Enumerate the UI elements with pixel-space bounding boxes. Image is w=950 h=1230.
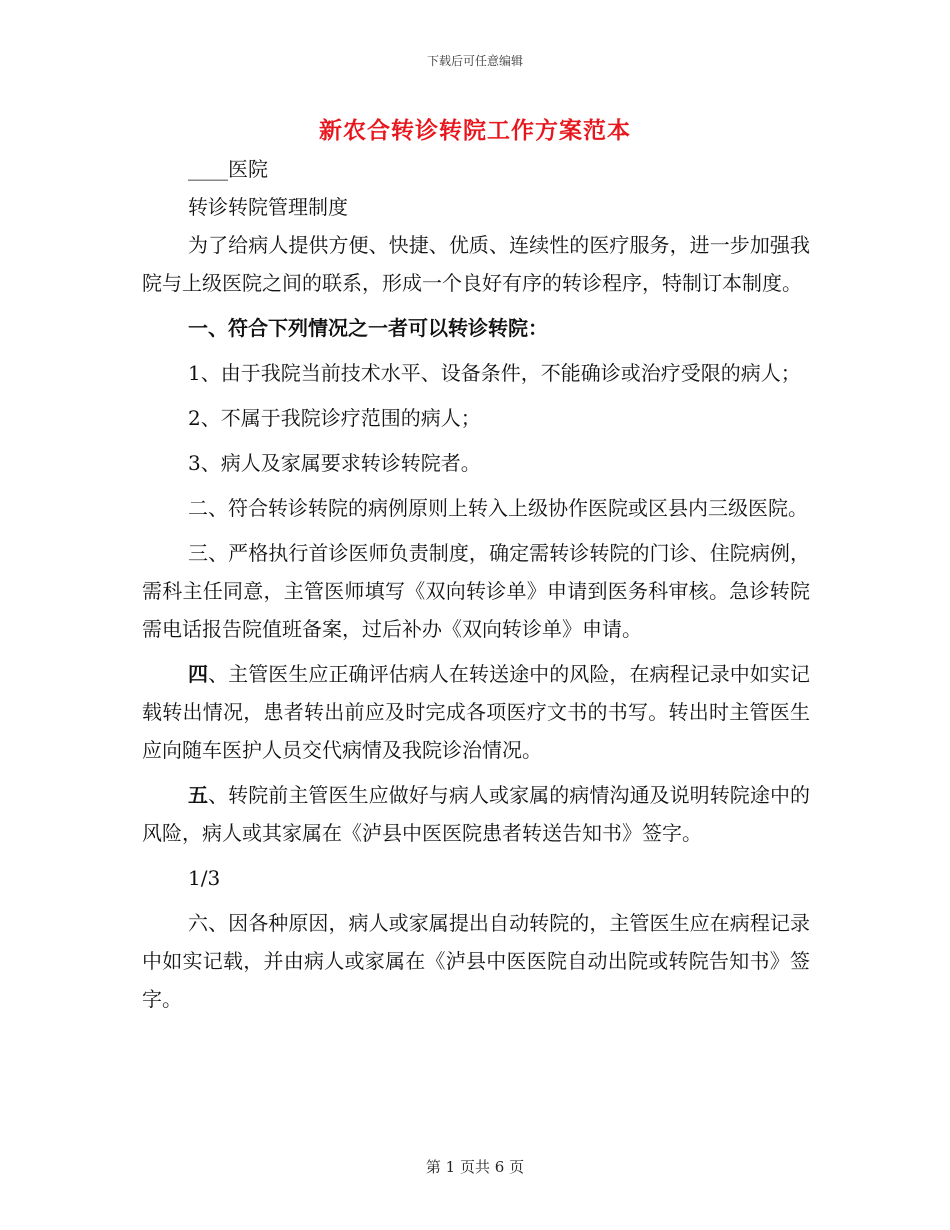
section-1-heading: 一、符合下列情况之一者可以转诊转院：	[188, 316, 548, 340]
section-1-item-1: 1、由于我院当前技术水平、设备条件，不能确诊或治疗受限的病人；	[188, 361, 801, 385]
section-4-text: 、主管医生应正确评估病人在转送途中的风险，在病程记录中如实记载转出情况，患者转出前应及时完成各项医疗文书的书写。转出时主管医生应向随车医护人员交代病情及我院诊治情况。	[142, 662, 811, 762]
intro-paragraph: 为了给病人提供方便、快捷、优质、连续性的医疗服务，进一步加强我院与上级医院之间的联系，形成一个良好有序的转诊程序，特制订本制度。	[142, 233, 810, 295]
section-3-paragraph: 三、严格执行首诊医师负责制度，确定需转诊转院的门诊、住院病例，需科主任同意，主管医师填写《双向转诊单》申请到医务科审核。急诊转院需电话报告院值班备案，过后补办《双向转诊单》申请。	[142, 541, 810, 641]
hospital-line: ____医院	[188, 157, 268, 181]
page-header-note: 下载后可任意编辑	[426, 54, 523, 68]
section-2-paragraph: 二、符合转诊转院的病例原则上转入上级协作医院或区县内三级医院。	[188, 496, 808, 520]
page-footer: 第 1 页共 6 页	[425, 1158, 525, 1176]
section-1-item-2: 2、不属于我院诊疗范围的病人；	[188, 406, 481, 430]
section-5-text: 、转院前主管医生应做好与病人或家属的病情沟通及说明转院途中的风险，病人或其家属在《泸县中医医院患者转送告知书》签字。	[142, 783, 811, 845]
section-4-paragraph	[142, 655, 810, 769]
section-6-paragraph: 六、因各种原因，病人或家属提出自动转院的，主管医生应在病程记录中如实记载，并由病人或家属在《泸县中医医院自动出院或转院告知书》签字。	[142, 911, 810, 1011]
page-marker: 1/3	[188, 866, 221, 890]
document-subtitle: 转诊转院管理制度	[188, 195, 348, 219]
section-1-item-3: 3、病人及家属要求转诊转院者。	[188, 451, 481, 475]
section-5-paragraph	[142, 776, 810, 852]
document-body	[142, 150, 810, 1018]
document-title: 新农合转诊转院工作方案范本	[319, 117, 631, 144]
section-4-label: 四	[188, 662, 209, 686]
section-5-label: 五	[188, 783, 209, 807]
